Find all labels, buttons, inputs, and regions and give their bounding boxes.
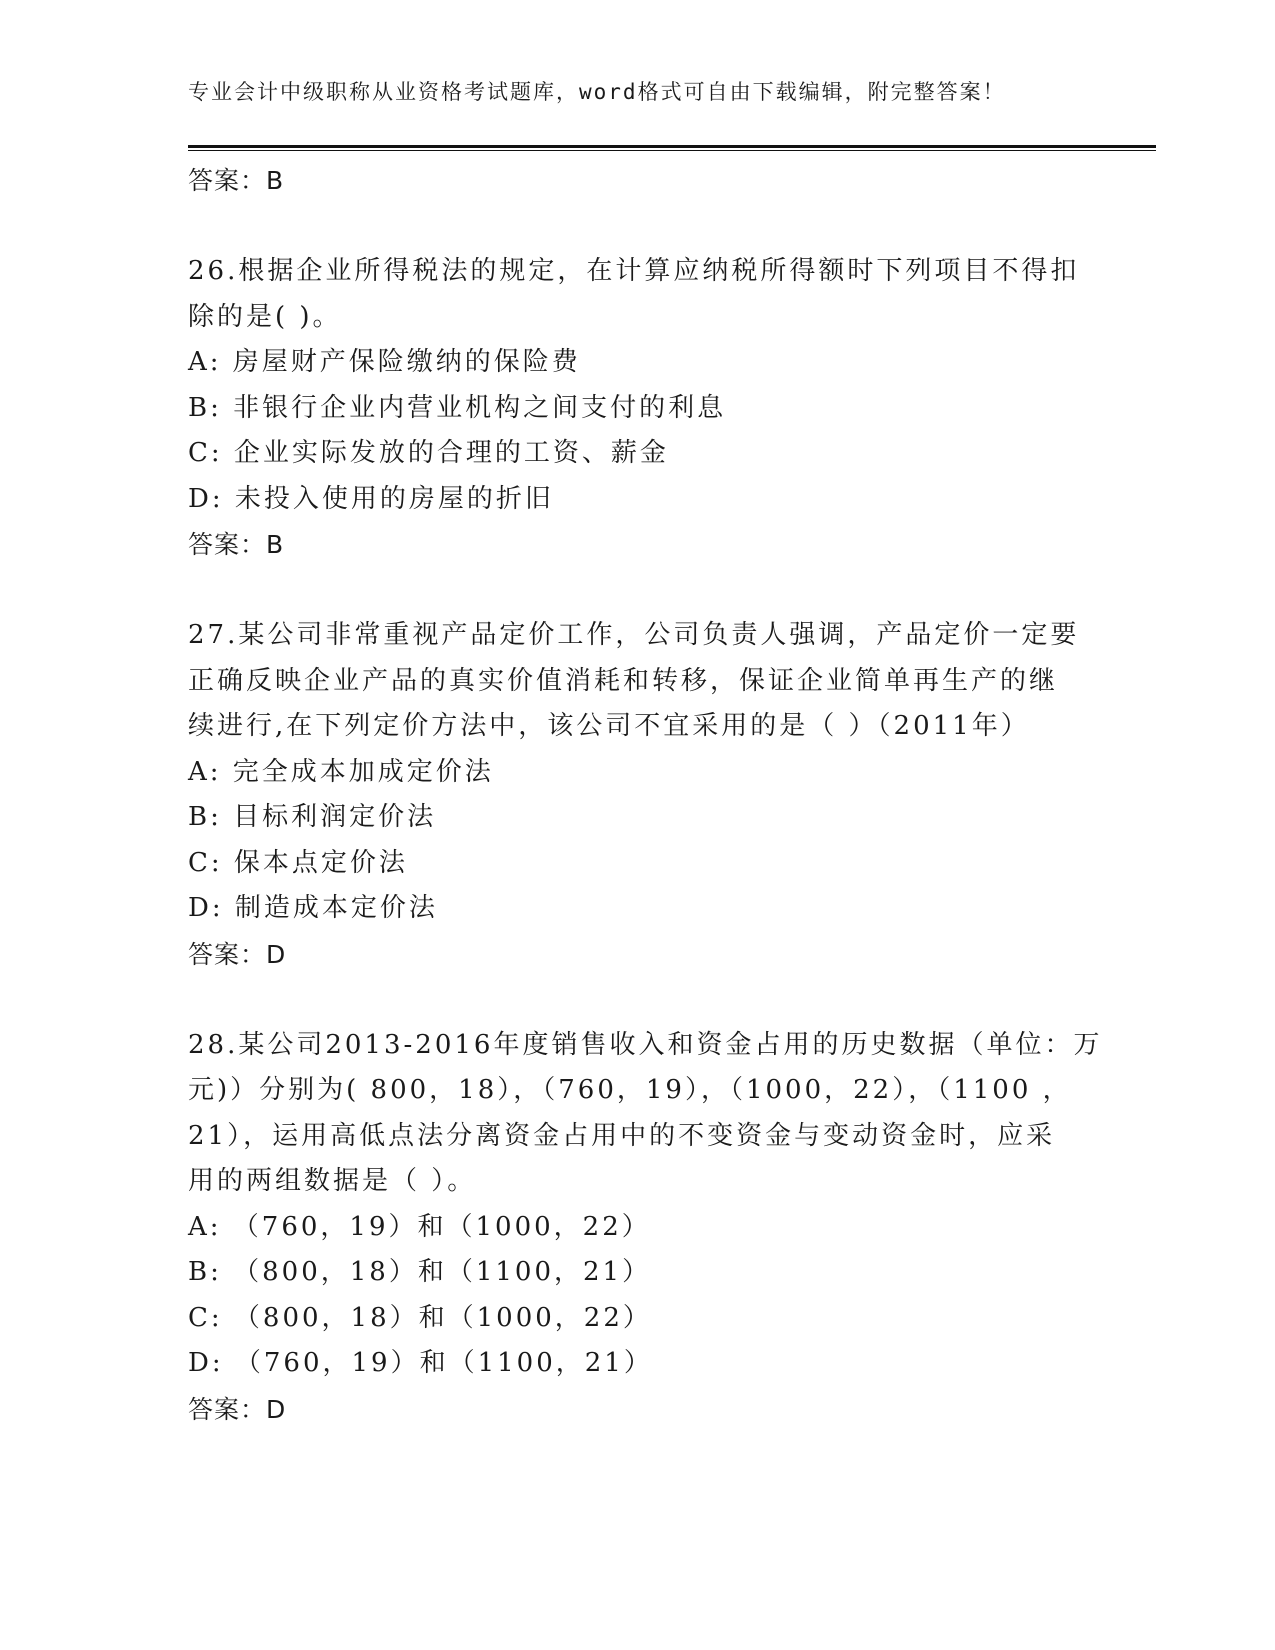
question-text: 用的两组数据是（ ）。: [188, 1166, 477, 1196]
header-rule-thin: [188, 150, 1156, 151]
header-rule: [188, 145, 1156, 148]
page-header: 专业会计中级职称从业资格考试题库，word格式可自由下载编辑，附完整答案！: [188, 80, 1006, 104]
question-text: 续进行,在下列定价方法中，该公司不宜采用的是（ ）（2011年）: [188, 711, 1030, 741]
previous-answer: 答案：B: [188, 166, 285, 195]
option-b: B: 目标利润定价法: [188, 802, 437, 832]
question-26: [188, 249, 1088, 568]
option-b: B: （800，18）和（1100，21）: [188, 1257, 652, 1287]
option-c: C: 保本点定价法: [188, 847, 408, 878]
question-text: 27.某公司非常重视产品定价工作，公司负责人强调，产品定价一定要: [188, 620, 1080, 650]
option-b: B: 非银行企业内营业机构之间支付的利息: [188, 392, 727, 423]
answer: 答案：D: [188, 1394, 287, 1424]
option-d: D: 未投入使用的房屋的折旧: [188, 483, 554, 514]
spacer: [188, 568, 1088, 614]
question-28: [188, 1023, 1103, 1433]
question-text: 正确反映企业产品的真实价值消耗和转移，保证企业简单再生产的继: [188, 665, 1059, 696]
option-c: C: 企业实际发放的合理的工资、薪金: [188, 438, 669, 468]
question-text: 元)）分别为( 800，18），（760，19），（1000，22），（1100 ，: [188, 1075, 1072, 1105]
option-a: A: （760，19）和（1000，22）: [188, 1211, 651, 1242]
answer: 答案：B: [188, 530, 285, 559]
question-27: [188, 613, 1088, 977]
option-c: C: （800，18）和（1000，22）: [188, 1302, 652, 1333]
answer: 答案：D: [188, 939, 287, 969]
question-text: 21），运用高低点法分离资金占用中的不变资金与变动资金时，应采: [188, 1120, 1056, 1151]
spacer: [188, 977, 1088, 1023]
question-text: 除的是( )。: [188, 301, 342, 332]
spacer: [188, 204, 1088, 250]
question-content: [188, 158, 1103, 1432]
option-d: D: （760，19）和（1100，21）: [188, 1348, 653, 1378]
option-d: D: 制造成本定价法: [188, 893, 438, 923]
option-a: A: 房屋财产保险缴纳的保险费: [188, 347, 581, 377]
question-text: 28.某公司2013-2016年度销售收入和资金占用的历史数据（单位：万: [188, 1029, 1103, 1060]
option-a: A: 完全成本加成定价法: [188, 756, 494, 787]
question-text: 26.根据企业所得税法的规定，在计算应纳税所得额时下列项目不得扣: [188, 256, 1080, 286]
